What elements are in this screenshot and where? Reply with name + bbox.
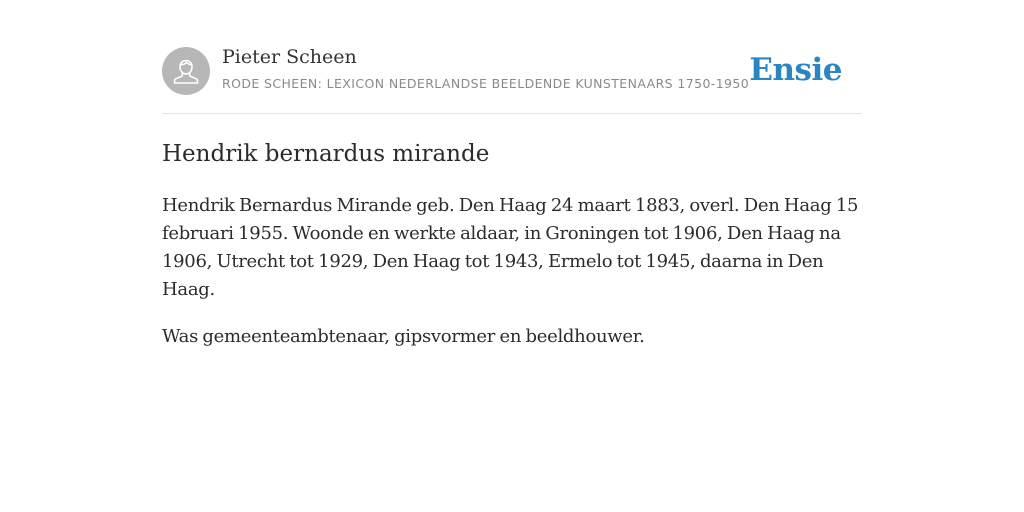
source-title[interactable]: RODE SCHEEN: LEXICON NEDERLANDSE BEELDENDE KUNSTENAARS 1750-1950 <box>222 76 750 91</box>
user-icon <box>162 47 210 95</box>
author-name[interactable]: Pieter Scheen <box>222 46 357 68</box>
ensie-logo[interactable]: Ensie <box>749 52 842 88</box>
article-header <box>162 46 862 114</box>
avatar[interactable] <box>162 47 210 95</box>
article-paragraph: Hendrik Bernardus Mirande geb. Den Haag 24 maart 1883, overl. Den Haag 15 februari 1955. Woonde en werkte aldaar, in Groningen tot 1906, Den Haag na 1906, Utrecht tot 1929, Den Haag tot 1943, Ermelo tot 1945, daarna in Den Haag. <box>162 195 859 300</box>
article-paragraph: Was gemeenteambtenaar, gipsvormer en beeldhouwer. <box>162 326 645 347</box>
page-title: Hendrik bernardus mirande <box>162 141 490 167</box>
article-card <box>162 46 862 351</box>
